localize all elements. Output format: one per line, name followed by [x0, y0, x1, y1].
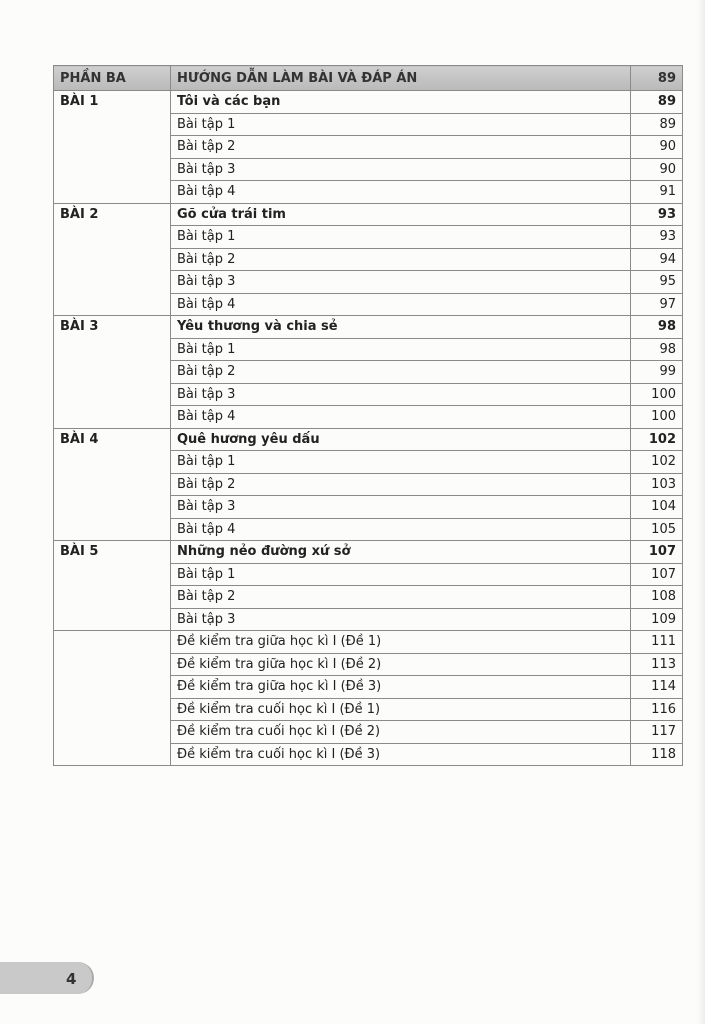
test-page: 116 — [631, 698, 683, 721]
test-page: 117 — [631, 721, 683, 744]
exercise-title: Bài tập 3 — [171, 608, 631, 631]
exercise-title: Bài tập 4 — [171, 181, 631, 204]
table-of-contents — [53, 65, 683, 766]
lesson-title: Yêu thương và chia sẻ — [171, 316, 631, 339]
exercise-title: Bài tập 1 — [171, 451, 631, 474]
lesson-label: BÀI 5 — [54, 541, 171, 631]
test-title: Đề kiểm tra cuối học kì I (Đề 1) — [171, 698, 631, 721]
exercise-title: Bài tập 2 — [171, 361, 631, 384]
exercise-page: 89 — [631, 113, 683, 136]
exercise-page: 94 — [631, 248, 683, 271]
page-number-tab — [0, 962, 94, 994]
lesson-title: Những nẻo đường xứ sở — [171, 541, 631, 564]
exercise-title: Bài tập 3 — [171, 496, 631, 519]
test-title: Đề kiểm tra cuối học kì I (Đề 2) — [171, 721, 631, 744]
exercise-page: 103 — [631, 473, 683, 496]
test-title: Đề kiểm tra giữa học kì I (Đề 2) — [171, 653, 631, 676]
part-page: 89 — [631, 66, 683, 91]
lesson-label: BÀI 4 — [54, 428, 171, 541]
exercise-page: 108 — [631, 586, 683, 609]
exercise-page: 93 — [631, 226, 683, 249]
exercise-page: 99 — [631, 361, 683, 384]
lesson-page: 89 — [631, 91, 683, 114]
part-label: PHẦN BA — [54, 66, 171, 91]
lesson-label: BÀI 1 — [54, 91, 171, 204]
test-title: Đề kiểm tra giữa học kì I (Đề 1) — [171, 631, 631, 654]
test-group-label — [54, 631, 171, 766]
exercise-title: Bài tập 1 — [171, 563, 631, 586]
lesson-row[interactable] — [54, 91, 683, 114]
toc-header-row — [54, 66, 683, 91]
exercise-page: 90 — [631, 136, 683, 159]
test-page: 114 — [631, 676, 683, 699]
exercise-page: 90 — [631, 158, 683, 181]
exercise-title: Bài tập 1 — [171, 226, 631, 249]
exercise-title: Bài tập 3 — [171, 271, 631, 294]
test-row[interactable] — [54, 631, 683, 654]
lesson-page: 93 — [631, 203, 683, 226]
exercise-page: 98 — [631, 338, 683, 361]
exercise-title: Bài tập 3 — [171, 158, 631, 181]
lesson-page: 107 — [631, 541, 683, 564]
lesson-page: 98 — [631, 316, 683, 339]
lesson-label: BÀI 2 — [54, 203, 171, 316]
lesson-row[interactable] — [54, 428, 683, 451]
exercise-title: Bài tập 2 — [171, 136, 631, 159]
exercise-title: Bài tập 4 — [171, 293, 631, 316]
exercise-title: Bài tập 2 — [171, 586, 631, 609]
exercise-title: Bài tập 2 — [171, 473, 631, 496]
page-number: 4 — [66, 970, 77, 988]
exercise-page: 104 — [631, 496, 683, 519]
exercise-title: Bài tập 1 — [171, 338, 631, 361]
exercise-title: Bài tập 4 — [171, 518, 631, 541]
test-page: 118 — [631, 743, 683, 766]
page-edge-shadow — [697, 0, 705, 1024]
exercise-page: 109 — [631, 608, 683, 631]
exercise-title: Bài tập 1 — [171, 113, 631, 136]
lesson-page: 102 — [631, 428, 683, 451]
test-title: Đề kiểm tra giữa học kì I (Đề 3) — [171, 676, 631, 699]
part-title: HƯỚNG DẪN LÀM BÀI VÀ ĐÁP ÁN — [171, 66, 631, 91]
exercise-page: 95 — [631, 271, 683, 294]
exercise-page: 105 — [631, 518, 683, 541]
lesson-title: Tôi và các bạn — [171, 91, 631, 114]
lesson-row[interactable] — [54, 541, 683, 564]
lesson-title: Gõ cửa trái tim — [171, 203, 631, 226]
exercise-page: 102 — [631, 451, 683, 474]
exercise-title: Bài tập 2 — [171, 248, 631, 271]
exercise-title: Bài tập 3 — [171, 383, 631, 406]
test-page: 111 — [631, 631, 683, 654]
lesson-row[interactable] — [54, 316, 683, 339]
test-page: 113 — [631, 653, 683, 676]
exercise-page: 100 — [631, 406, 683, 429]
lesson-row[interactable] — [54, 203, 683, 226]
test-title: Đề kiểm tra cuối học kì I (Đề 3) — [171, 743, 631, 766]
lesson-label: BÀI 3 — [54, 316, 171, 429]
lesson-title: Quê hương yêu dấu — [171, 428, 631, 451]
exercise-page: 107 — [631, 563, 683, 586]
exercise-page: 100 — [631, 383, 683, 406]
exercise-page: 91 — [631, 181, 683, 204]
exercise-page: 97 — [631, 293, 683, 316]
exercise-title: Bài tập 4 — [171, 406, 631, 429]
